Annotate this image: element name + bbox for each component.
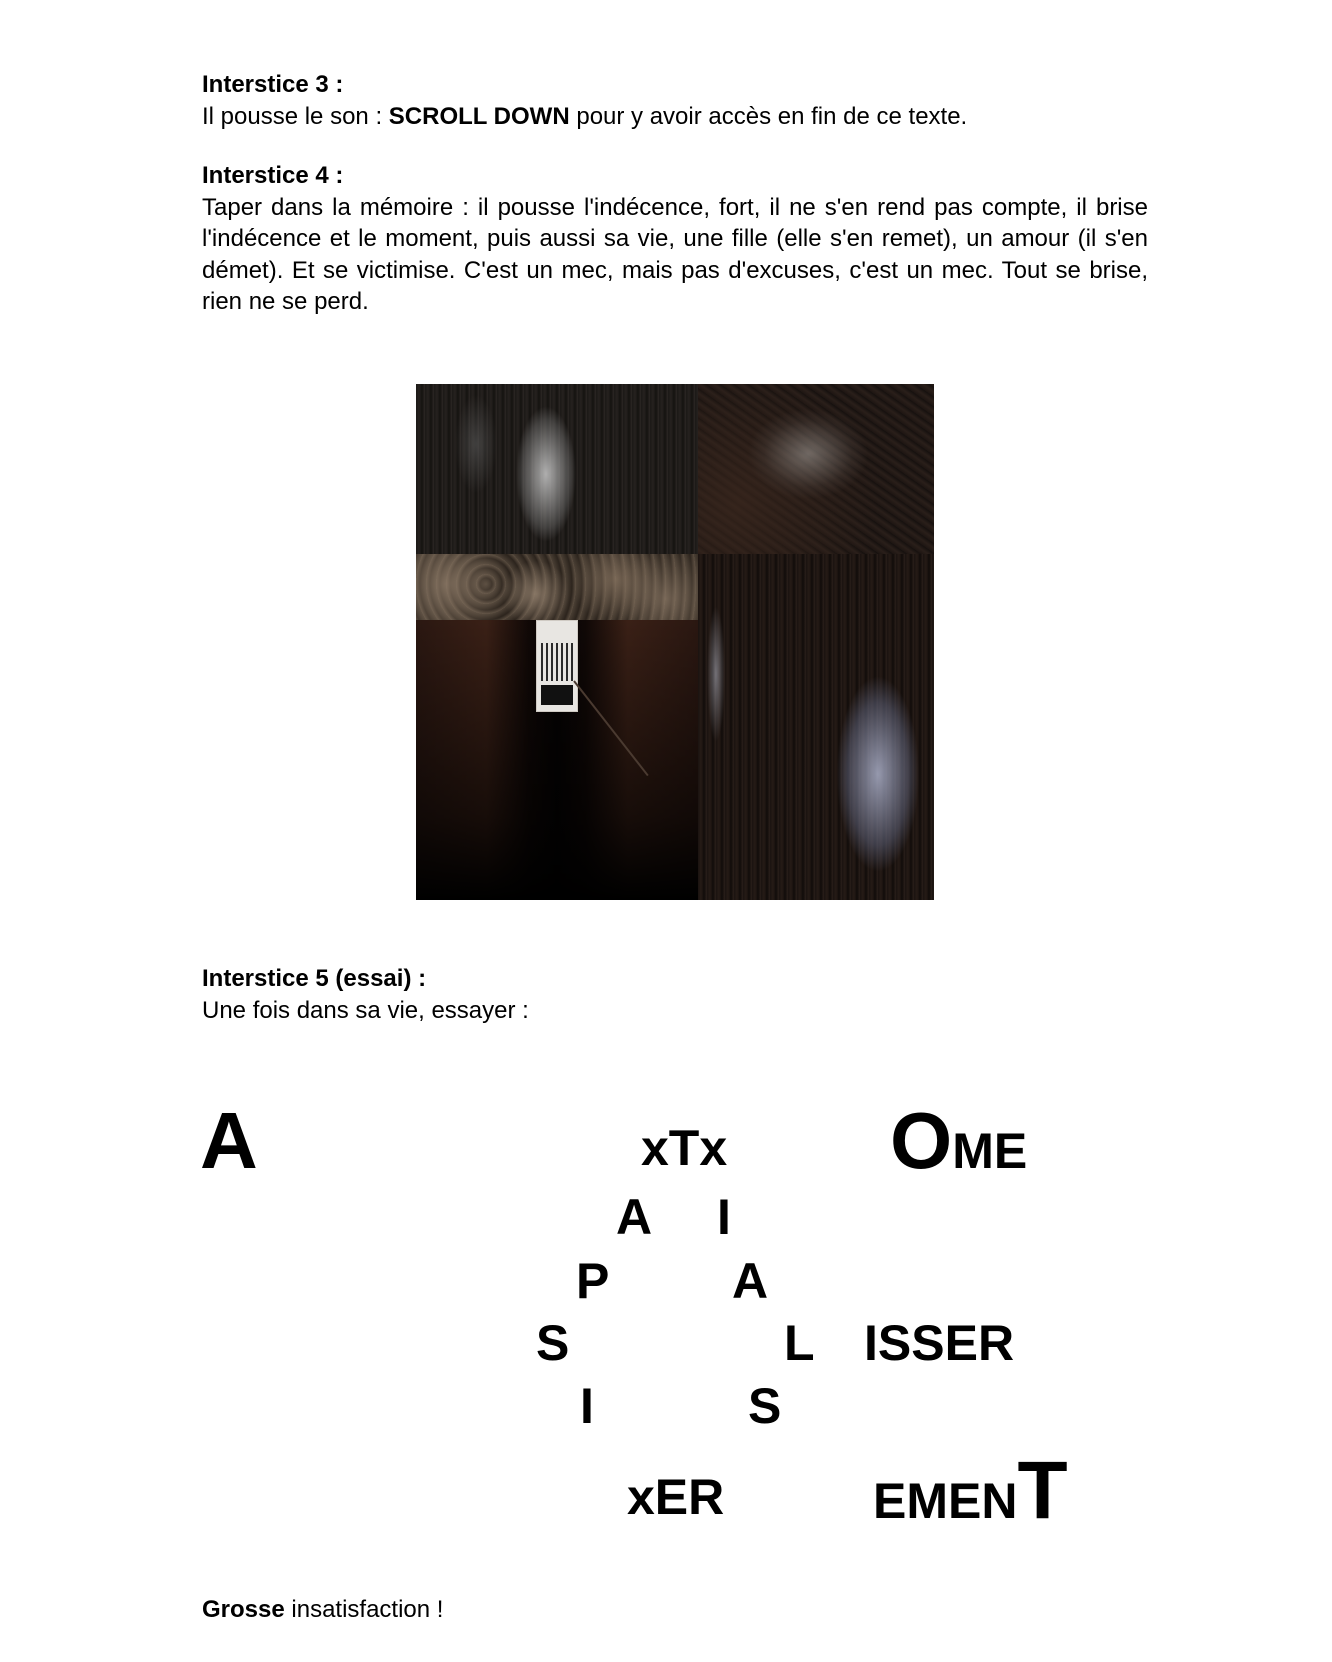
collage-stairway-gate	[416, 620, 698, 900]
poem-letter-a3: A	[732, 1253, 769, 1309]
stair-rail	[573, 680, 648, 776]
collage-pebble-texture	[416, 554, 698, 620]
interstice-4-heading: Interstice 4 :	[202, 162, 344, 189]
poem-word-ome-initial: O	[890, 1096, 953, 1185]
interstice-4-section	[202, 160, 1148, 318]
interstice-4-paragraph: Taper dans la mémoire : il pousse l'indécence, fort, il ne s'en rend pas compte, il brise l'indécence et le moment, puis aussi sa vie, une fille (elle s'en remet), un amour (il s'en démet). Et se victimise. C'est un mec, mais pas d'excuses, c'est un mec. Tout se brise, rien ne se perd.	[202, 193, 1148, 315]
gate-image	[536, 620, 578, 712]
poem-letter-l: L	[784, 1315, 815, 1371]
interstice-3-section	[202, 69, 1148, 132]
poem-word-element	[873, 1445, 1068, 1536]
poem-letter-a2: A	[616, 1189, 653, 1245]
poem-letter-i2: I	[580, 1378, 594, 1434]
interstice-5-heading: Interstice 5 (essai) :	[202, 965, 427, 992]
poem-letter-i1: I	[717, 1189, 731, 1245]
closing-line	[202, 1594, 1148, 1626]
poem-letter-s1: S	[536, 1315, 570, 1371]
interstice-3-text-post: pour y avoir accès en fin de ce texte.	[569, 102, 968, 130]
interstice-3-text	[202, 103, 967, 130]
closing-rest: insatisfaction !	[284, 1596, 444, 1623]
poem-letter-t: T	[1017, 1445, 1068, 1536]
closing-bold-word: Grosse	[202, 1596, 285, 1623]
photo-collage	[416, 384, 934, 900]
poem-letter-s2: S	[748, 1378, 782, 1434]
interstice-3-text-pre: Il pousse le son :	[202, 102, 389, 130]
poem-word-xtx: xTx	[641, 1120, 728, 1176]
interstice-5-text: Une fois dans sa vie, essayer :	[202, 996, 529, 1024]
poem-letter-a: A	[200, 1096, 258, 1185]
poem-word-ome	[890, 1096, 1028, 1185]
poem-word-ome-rest: ME	[952, 1123, 1028, 1179]
collage-rock-texture-top-left	[416, 384, 698, 554]
interstice-3-heading: Interstice 3 :	[202, 71, 344, 98]
poem-word-isser: ISSER	[864, 1315, 1015, 1371]
scroll-down-emphasis: SCROLL DOWN	[388, 102, 570, 130]
poem-letter-p: P	[576, 1253, 610, 1309]
poem-word-xer: xER	[627, 1469, 725, 1525]
collage-rock-texture-top-right	[698, 384, 934, 554]
collage-bark-texture	[698, 554, 934, 900]
poem-word-emen: EMEN	[873, 1473, 1018, 1529]
interstice-5-section	[202, 963, 1148, 1026]
